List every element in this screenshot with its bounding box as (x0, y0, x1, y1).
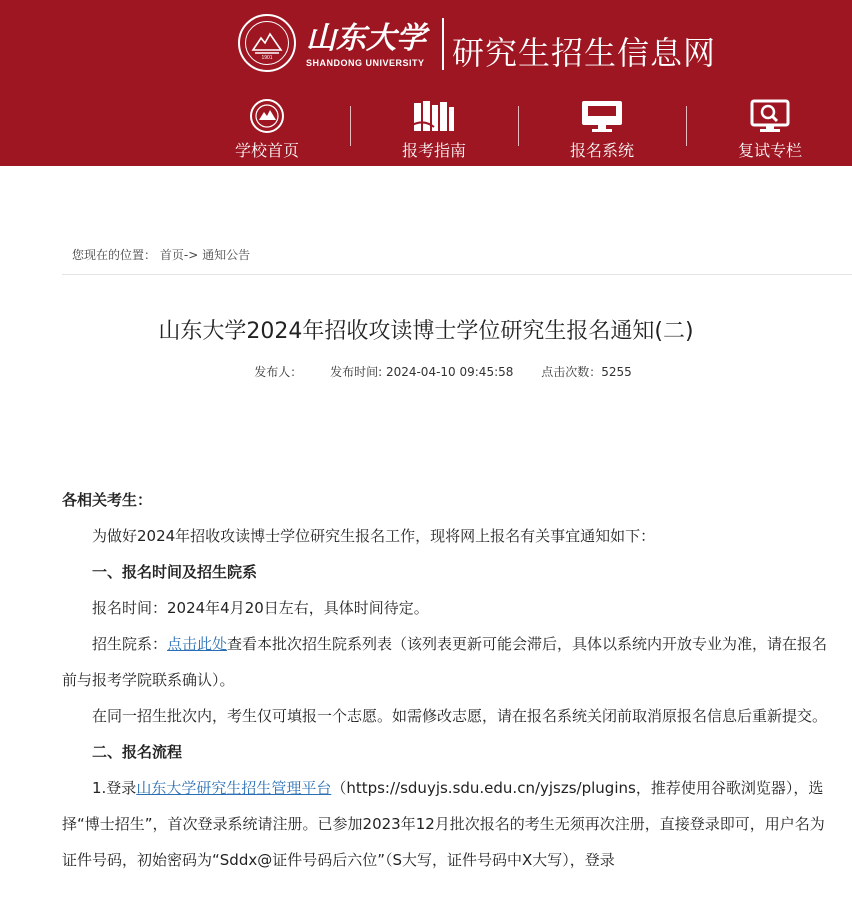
books-icon (412, 96, 456, 136)
article-content (62, 482, 830, 878)
divider (62, 274, 852, 275)
nav-item-registration-system[interactable] (519, 96, 685, 162)
article-title: 山东大学2024年招收攻读博士学位研究生报名通知(二) (158, 319, 694, 344)
nav-label: 报考指南 (401, 141, 466, 160)
nav-label: 学校首页 (234, 141, 299, 160)
publish-time-label: 发布时间: (330, 365, 383, 379)
university-seal-logo[interactable] (238, 14, 296, 72)
search-monitor-icon (749, 96, 791, 136)
site-header (0, 0, 852, 166)
breadcrumb-home-link[interactable]: 首页 (159, 248, 184, 262)
breadcrumb-current-link[interactable]: 通知公告 (202, 248, 251, 262)
breadcrumb-separator: -> (183, 248, 199, 262)
step1-paragraph (62, 770, 830, 878)
breadcrumb-prefix: 您现在的位置： (72, 248, 157, 262)
svg-text:山东大学: 山东大学 (306, 21, 426, 56)
step1-prefix: 1.登录 (92, 779, 137, 797)
logo-divider (442, 18, 444, 70)
registration-monitor-icon (580, 96, 624, 136)
site-title: 研究生招生信息网 (452, 34, 717, 72)
nav-label: 复试专栏 (737, 141, 802, 160)
university-seal-icon (249, 96, 285, 136)
publish-time-value: 2024-04-10 09:45:58 (385, 365, 514, 379)
click-count-label: 点击次数： (541, 365, 602, 379)
intro-paragraph: 为做好2024年招收攻读博士学位研究生报名工作，现将网上报名有关事宜通知如下： (92, 527, 656, 545)
step1-text: （https://sduyjs.sdu.edu.cn/yjszs/plugins，推荐使用谷歌浏览器），选择“博士招生”，首次登录系统请注册。已参加2023年12月批次报名的考生无须再次注册，直接登录即可，用户名为证件号码，初始密码为“Sddx@证件号码后六位”（S大写，证件号码中X大写），登录 (62, 779, 825, 869)
registration-time: 报名时间：2024年4月20日左右，具体时间待定。 (92, 599, 429, 617)
publish-time (330, 365, 513, 379)
departments-link[interactable]: 点击此处 (167, 635, 228, 653)
platform-link[interactable]: 山东大学研究生招生管理平台 (136, 779, 332, 797)
logo-year: 1901 (261, 55, 273, 60)
logo-english-name: SHANDONG UNIVERSITY (306, 58, 425, 68)
departments-prefix: 招生院系： (92, 635, 168, 653)
departments-paragraph (62, 626, 830, 698)
nav-item-school-home[interactable] (184, 96, 350, 162)
breadcrumb (72, 246, 250, 263)
click-count-value: 5255 (601, 365, 632, 379)
click-count (541, 365, 632, 379)
section-heading: 二、报名流程 (92, 743, 183, 761)
nav-item-application-guide[interactable] (351, 96, 517, 162)
section-heading: 一、报名时间及招生院系 (92, 563, 258, 581)
nav-label: 报名系统 (569, 141, 634, 160)
main-nav (184, 96, 852, 166)
nav-item-retest-column[interactable] (687, 96, 852, 162)
departments-text: 查看本批次招生院系列表（该列表更新可能会滞后，具体以系统内开放专业为准，请在报名前与报考学院联系确认）。 (62, 635, 828, 689)
greeting: 各相关考生： (62, 491, 153, 509)
mountain-emblem-icon (250, 26, 284, 60)
logo-calligraphy (306, 14, 430, 58)
batch-paragraph: 在同一招生批次内，考生仅可填报一个志愿。如需修改志愿，请在报名系统关闭前取消原报名信息后重新提交。 (92, 707, 828, 725)
article-meta (0, 363, 852, 380)
publisher-label: 发布人： (254, 365, 303, 379)
